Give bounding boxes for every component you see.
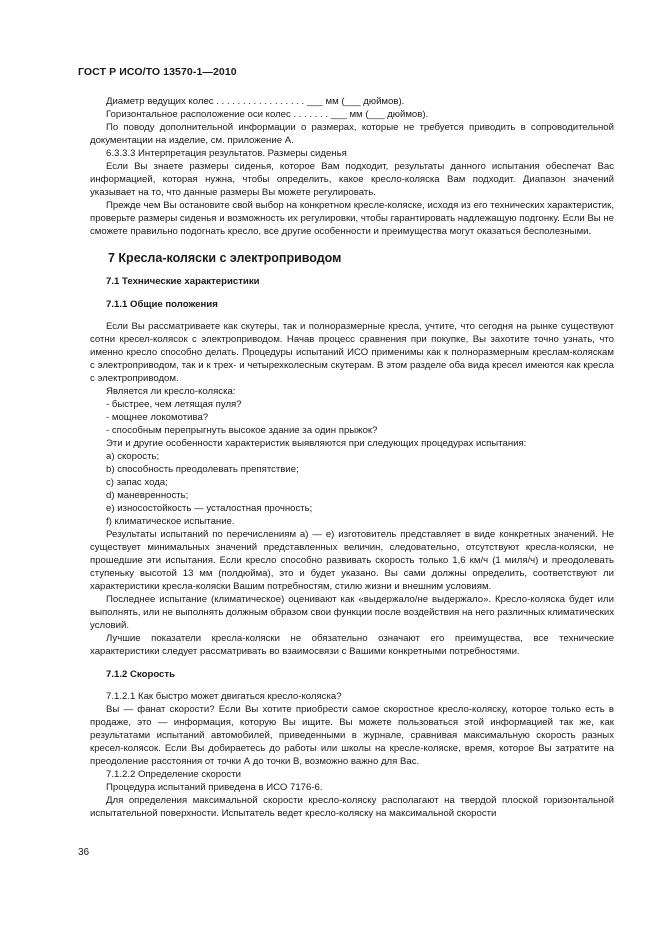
subsection-heading: 7.1.2 Скорость (106, 668, 175, 680)
subsection-heading: 7.1 Технические характеристики (106, 276, 260, 287)
paragraph: Для определения максимальной скорости кресло-коляску располагают на твердой плоской горизонтальной испытательной поверхности. Испытатель ведет кресло-коляску на максимальной скорости (90, 795, 614, 820)
paragraph: Если Вы рассматриваете как скутеры, так и полноразмерные кресла, учтите, что сегодня на рынке существуют сотни кресел-колясок с электроприводом. Начав процесс сравнения при покупке, Вы захотите точно узнать, что именно кресло способно делать. Процедуры испытаний ИСО применимы как к полноразмерным креслам-коляскам с электроприводом, так и к трех- и четырехколесным скутерам. В этом разделе оба вида кресел имеются как кресла с электроприводом. (90, 321, 614, 385)
paragraph: Результаты испытаний по перечислениям а) — е) изготовитель представляет в виде конкретных значений. Не существует минимальных значений представленных величин, следовательно, отсутствуют кресла-коляски, не прошедшие эти испытания. Если кресло способно развивать скорость только 1,6 км/ч (1 миля/ч) и преодолевать ступеньку высотой 13 мм (полдюйма), это и будет указано. Вы сами должны определить, соответствуют ли характеристики кресла-коляски Вашим потребностям, стилю жизни и внешним условиям. (90, 529, 614, 593)
list-item: - быстрее, чем летящая пуля? (106, 399, 242, 411)
list-item: - мощнее локомотива? (106, 412, 209, 424)
list-item: b) способность преодолевать препятствие; (106, 464, 299, 476)
paragraph: По поводу дополнительной информации о размерах, которые не требуется приводить в сопроводительной документации на изделие, см. приложение А. (90, 122, 614, 146)
paragraph: Горизонтальное расположение оси колес . . . . . . . ___ мм (___ дюймов). (106, 109, 429, 120)
list-item: c) запас хода; (106, 477, 168, 489)
section-heading: 7 Кресла-коляски с электроприводом (108, 251, 342, 265)
subsection-heading: 7.1.2.2 Определение скорости (106, 769, 241, 781)
paragraph: Является ли кресло-коляска: (106, 386, 236, 398)
list-item: d) маневренность; (106, 490, 189, 502)
list-item: - способным перепрыгнуть высокое здание за один прыжок? (106, 425, 378, 437)
paragraph: Последнее испытание (климатическое) оценивают как «выдержало/не выдержало». Кресло-коляска будет или выполнять, или не выполнять должным образом свои функции после воздействия на него различных климатических условий. (90, 594, 614, 632)
paragraph: Процедура испытаний приведена в ИСО 7176-6. (106, 782, 323, 794)
list-item: f) климатическое испытание. (106, 516, 235, 528)
document-body (90, 95, 614, 820)
paragraph: Вы — фанат скорости? Если Вы хотите приобрести самое скоростное кресло-коляску, которое только есть в продаже, это — информация, которую Вы ищите. Вы можете пользоваться этой информацией так же, как результатами испытаний автомобилей, приведенными в журнале, сравнивая максимальную скорость разных кресел-колясок. Если Вы добираетесь до работы или школы на кресле-коляске, время, которое Вы затратите на преодоление расстояния от точки А до точки В, возможно важно для Вас. (90, 704, 614, 768)
document-header: ГОСТ Р ИСО/ТО 13570-1—2010 (78, 66, 237, 78)
list-item: a) скорость; (106, 451, 160, 463)
paragraph: Лучшие показатели кресла-коляски не обязательно означают его преимущества, все технические характеристики следует рассматривать во взаимосвязи с Вашими конкретными потребностями. (90, 633, 614, 658)
subsection-heading: 7.1.1 Общие положения (106, 298, 218, 310)
paragraph: Эти и другие особенности характеристик выявляются при следующих процедурах испытания: (106, 438, 527, 450)
paragraph: 7.1.2.1 Как быстро может двигаться кресло-коляска? (106, 691, 342, 703)
paragraph: Диаметр ведущих колес . . . . . . . . . . . . . . . . . ___ мм (___ дюймов). (106, 96, 405, 107)
paragraph: Если Вы знаете размеры сиденья, которое Вам подходит, результаты данного испытания обеспечат Вас информацией, которая нужна, чтобы определить, какое кресло-коляска Вам подходит. Диапазон значений указывает на то, что данные размеры Вы можете регулировать. (90, 161, 614, 198)
paragraph: Прежде чем Вы остановите свой выбор на конкретном кресле-коляске, исходя из его технических характеристик, проверьте размеры сиденья и возможность их регулировки, чтобы гарантировать надлежащую подгонку. Если Вы не сможете правильно подогнать кресло, все другие особенности и преимущества могут оказаться бесполезными. (90, 200, 614, 237)
list-item: e) износостойкость — усталостная прочность; (106, 503, 313, 515)
subsection-heading: 6.3.3.3 Интерпретация результатов. Размеры сиденья (106, 148, 347, 159)
page-number: 36 (78, 847, 90, 858)
